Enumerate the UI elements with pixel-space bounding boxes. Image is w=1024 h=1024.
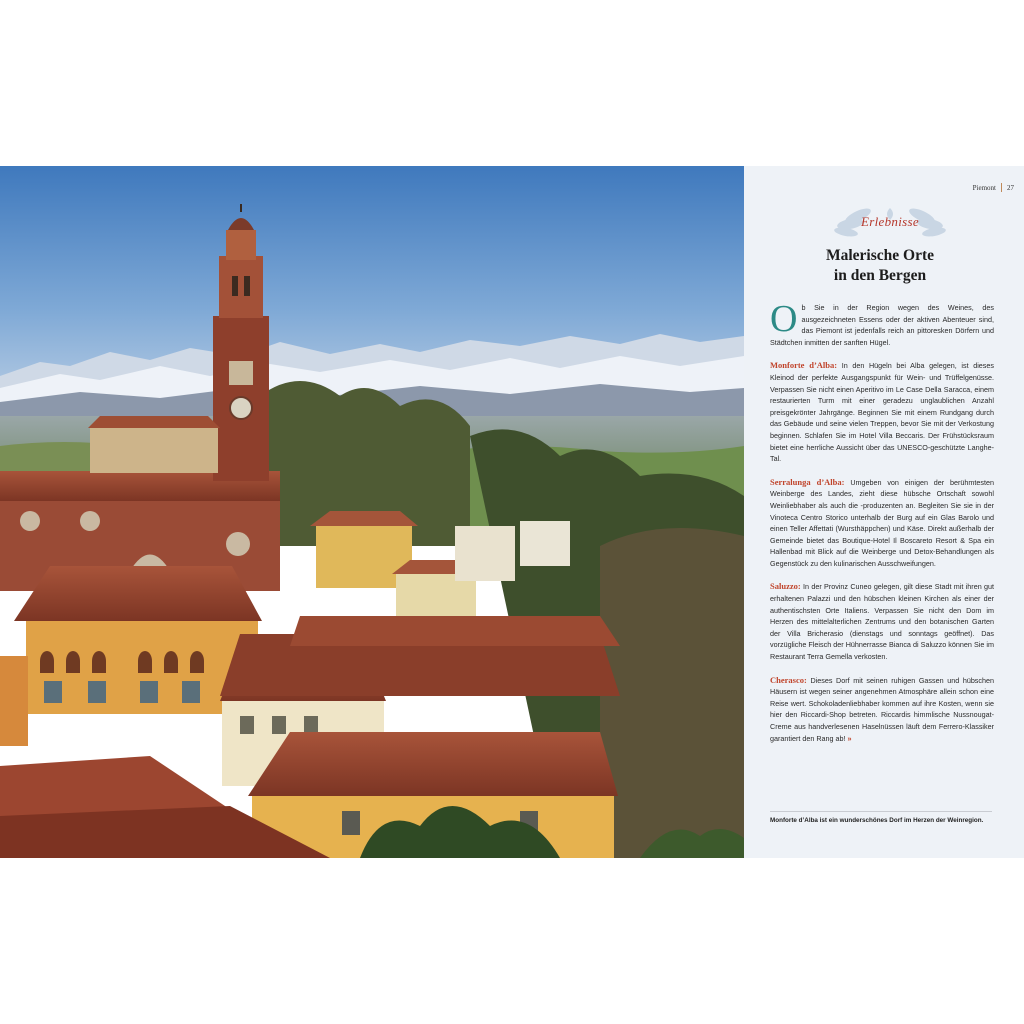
text-page	[744, 166, 1024, 858]
paragraph-serralunga	[770, 477, 994, 570]
paragraph-monforte	[770, 360, 994, 464]
page-number: 27	[1007, 183, 1014, 192]
section-badge	[830, 202, 950, 242]
place-name: Serralunga d’Alba:	[770, 476, 845, 487]
paragraph-cherasco	[770, 675, 994, 745]
paragraph-text: In der Provinz Cuneo gelegen, gilt diese Stadt mit ihren gut erhaltenen Palazzi und den hübschen kleinen Kirchen als einer der authentischsten Orte Italiens. Verpassen Sie nicht den Dom im Herzen des mittelalterlichen Zentrums und den botanischen Garten der Villa Bricherasio (dienstags und sonntags geöffnet). Das vorzügliche Fleisch der Hühnerrasse Bianca di Saluzzo können Sie im Restaurant Terra Gemella verkosten.	[770, 582, 994, 662]
article-body	[770, 298, 994, 756]
paragraph-text: In den Hügeln bei Alba gelegen, ist dieses Kleinod der perfekte Ausgangspunkt für Wein- und Trüffelgenüsse. Verpassen Sie nicht einen Aperitivo im Le Case Della Saracca, einem restaurierten Turm mit einer geradezu unglaublichen Anzahl preisgekrönter Jahrgänge. Beginnen Sie mit einem Rundgang durch das Gebäude und seine vielen Treppen, bevor Sie mit der Verkostung beginnen. Schlafen Sie im Hotel Villa Beccaris. Der Frühstücksraum bietet eine herrliche Aussicht über das UNESCO-geschützte Langhe-Tal.	[770, 361, 994, 464]
place-name: Cherasco:	[770, 674, 807, 685]
place-name: Saluzzo:	[770, 581, 801, 592]
page-title	[762, 246, 998, 286]
page-title-line-1: Malerische Orte	[825, 247, 934, 264]
section-badge-label: Erlebnisse	[861, 214, 919, 229]
running-head-section: Piemont	[972, 183, 996, 192]
running-head	[973, 183, 1014, 192]
landscape-photo	[0, 166, 744, 858]
page-title-line-2: in den Bergen	[833, 267, 927, 284]
photo-monforte-alba	[0, 166, 744, 858]
drop-cap: O	[770, 298, 798, 340]
book-spread	[0, 166, 1024, 858]
end-mark-icon: »	[847, 733, 852, 743]
paragraph-text: Umgeben von einigen der berühmtesten Weinberge des Landes, zieht diese hübsche Ortschaft sowohl Weinliebhaber als auch die -produzenten an. Begleiten Sie sie in der Vinoteca Centro Storico unterhalb der Burg auf ein Glas Barolo und einen Teller Affettati (Wursthäppchen) und Käse. Direkt außerhalb der Gemeinde bietet das Boutique-Hotel Il Boscareto Resort & Spa ein Hallenbad mit Blick auf die Weinberge und Detox-Behandlungen als Gegenstück zu den kulinarischen Ausschweifungen.	[770, 477, 994, 568]
caption-divider	[770, 811, 992, 812]
paragraph-saluzzo	[770, 581, 994, 662]
running-head-divider	[1001, 183, 1002, 192]
intro-text: b Sie in der Region wegen des Weines, des ausgezeichneten Essens oder der aktiven Abenteuer sind, das Piemont ist jedenfalls reich an pittoresken Dörfern und Städtchen inmitten der sanften Hügel.	[770, 303, 994, 347]
paragraph-text: Dieses Dorf mit seinen ruhigen Gassen und hübschen Häusern ist wegen seiner angenehmen Atmosphäre allein schon eine Reise wert. Schokoladenliebhaber kommen auf ihre Kosten, wenn sie hier den Riccardi-Shop betreten. Riccardis himmlische Nussnougat-Creme aus handverlesenen Haselnüssen läuft dem Ferrero-Klassiker garantiert den Rang ab!	[770, 675, 994, 743]
place-name: Monforte d’Alba:	[770, 360, 838, 371]
intro-paragraph	[770, 298, 994, 348]
photo-caption: Monforte d’Alba ist ein wunderschönes Dorf im Herzen der Weinregion.	[770, 817, 984, 824]
